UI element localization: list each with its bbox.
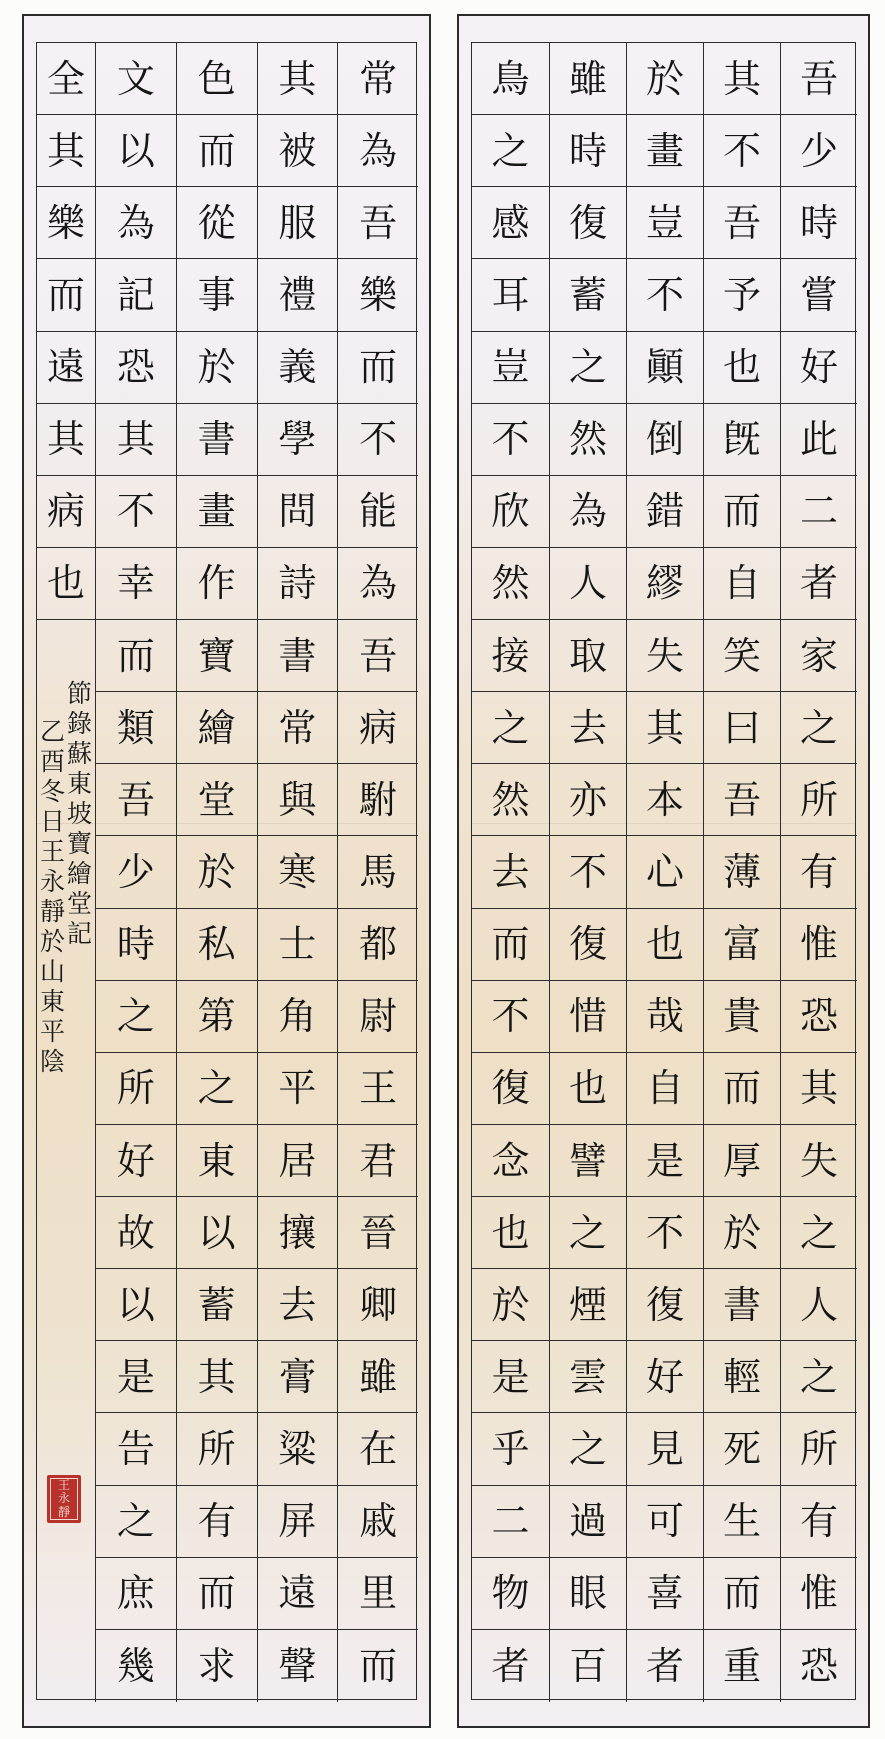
character-cell: 而 xyxy=(703,476,780,548)
character-cell: 義 xyxy=(257,332,338,404)
character-cell: 求 xyxy=(176,1630,257,1702)
inscription-char: 錄 xyxy=(66,709,92,739)
character-cell: 雖 xyxy=(549,43,626,115)
character-cell: 寒 xyxy=(257,836,338,908)
character-cell: 其 xyxy=(626,692,703,764)
character-cell: 物 xyxy=(472,1558,549,1630)
character-cell: 粱 xyxy=(257,1413,338,1485)
character-cell: 繆 xyxy=(626,548,703,620)
character-cell: 去 xyxy=(472,836,549,908)
character-cell: 遠 xyxy=(37,332,95,404)
character-cell: 以 xyxy=(95,1269,176,1341)
character-cell: 聲 xyxy=(257,1630,338,1702)
character-cell: 屏 xyxy=(257,1486,338,1558)
character-cell: 而 xyxy=(337,332,418,404)
character-cell: 之 xyxy=(95,981,176,1053)
character-cell: 平 xyxy=(257,1053,338,1125)
inscription-char: 山 xyxy=(39,957,65,987)
character-cell: 不 xyxy=(626,1197,703,1269)
character-cell: 蓄 xyxy=(549,259,626,331)
character-cell: 百 xyxy=(549,1630,626,1702)
character-cell: 之 xyxy=(472,115,549,187)
character-cell: 全 xyxy=(37,43,95,115)
text-column xyxy=(176,43,257,1699)
character-cell: 然 xyxy=(472,548,549,620)
character-cell: 文 xyxy=(95,43,176,115)
character-cell: 也 xyxy=(37,548,95,620)
character-cell: 士 xyxy=(257,909,338,981)
character-cell: 本 xyxy=(626,764,703,836)
character-cell: 哉 xyxy=(626,981,703,1053)
text-column xyxy=(626,43,703,1699)
character-cell: 復 xyxy=(626,1269,703,1341)
seal-char: 靜 xyxy=(57,1504,70,1519)
inscription-char: 於 xyxy=(39,927,65,957)
character-cell: 所 xyxy=(176,1413,257,1485)
inscription-char: 寶 xyxy=(66,829,92,859)
character-cell: 事 xyxy=(176,259,257,331)
character-cell: 時 xyxy=(780,187,857,259)
left-scroll-panel xyxy=(22,14,431,1728)
character-cell: 寶 xyxy=(176,620,257,692)
character-cell: 好 xyxy=(626,1341,703,1413)
character-cell: 以 xyxy=(176,1197,257,1269)
character-cell: 被 xyxy=(257,115,338,187)
character-cell: 卿 xyxy=(337,1269,418,1341)
character-cell: 乎 xyxy=(472,1413,549,1485)
character-cell: 病 xyxy=(337,692,418,764)
character-cell: 有 xyxy=(780,836,857,908)
character-cell: 而 xyxy=(37,259,95,331)
character-cell: 取 xyxy=(549,620,626,692)
inscription-char: 蘇 xyxy=(66,739,92,769)
character-cell: 其 xyxy=(257,43,338,115)
character-cell: 心 xyxy=(626,836,703,908)
inscription-char: 王 xyxy=(39,837,65,867)
text-column xyxy=(95,43,176,1699)
character-cell: 見 xyxy=(626,1413,703,1485)
inscription-char: 陰 xyxy=(39,1047,65,1077)
inscription-char: 乙 xyxy=(39,717,65,747)
character-cell: 者 xyxy=(780,548,857,620)
character-cell: 死 xyxy=(703,1413,780,1485)
character-cell: 吾 xyxy=(703,764,780,836)
character-cell: 喜 xyxy=(626,1558,703,1630)
text-column xyxy=(703,43,780,1699)
left-grid-frame xyxy=(36,42,417,1700)
character-cell: 之 xyxy=(780,1197,857,1269)
character-cell: 曰 xyxy=(703,692,780,764)
character-cell: 服 xyxy=(257,187,338,259)
character-cell: 角 xyxy=(257,981,338,1053)
character-cell: 豈 xyxy=(472,332,549,404)
character-cell: 在 xyxy=(337,1413,418,1485)
character-cell: 畫 xyxy=(176,476,257,548)
character-cell: 類 xyxy=(95,692,176,764)
character-cell: 煙 xyxy=(549,1269,626,1341)
character-cell: 耳 xyxy=(472,259,549,331)
character-cell: 少 xyxy=(95,836,176,908)
inscription-char: 繪 xyxy=(66,859,92,889)
character-cell: 是 xyxy=(95,1341,176,1413)
character-cell: 戚 xyxy=(337,1486,418,1558)
character-cell: 而 xyxy=(176,115,257,187)
character-cell: 人 xyxy=(780,1269,857,1341)
character-cell: 過 xyxy=(549,1486,626,1558)
character-cell: 不 xyxy=(626,259,703,331)
character-cell: 然 xyxy=(549,404,626,476)
character-cell: 吾 xyxy=(780,43,857,115)
character-cell: 禮 xyxy=(257,259,338,331)
character-cell: 君 xyxy=(337,1125,418,1197)
character-cell: 也 xyxy=(703,332,780,404)
inscription-char: 坡 xyxy=(66,799,92,829)
character-cell: 里 xyxy=(337,1558,418,1630)
character-cell: 詩 xyxy=(257,548,338,620)
inscription-char: 冬 xyxy=(39,777,65,807)
character-cell: 少 xyxy=(780,115,857,187)
character-cell: 鳥 xyxy=(472,43,549,115)
character-cell: 故 xyxy=(95,1197,176,1269)
character-cell: 蓄 xyxy=(176,1269,257,1341)
character-cell: 繪 xyxy=(176,692,257,764)
character-cell: 可 xyxy=(626,1486,703,1558)
character-cell: 第 xyxy=(176,981,257,1053)
character-cell: 輕 xyxy=(703,1341,780,1413)
character-cell: 恐 xyxy=(780,981,857,1053)
character-cell: 也 xyxy=(472,1197,549,1269)
character-cell: 堂 xyxy=(176,764,257,836)
inscription-char: 日 xyxy=(39,807,65,837)
character-cell: 晉 xyxy=(337,1197,418,1269)
character-cell: 感 xyxy=(472,187,549,259)
character-cell: 書 xyxy=(176,404,257,476)
character-cell: 予 xyxy=(703,259,780,331)
character-cell: 之 xyxy=(780,1341,857,1413)
character-cell: 不 xyxy=(95,476,176,548)
character-cell: 於 xyxy=(626,43,703,115)
character-cell: 從 xyxy=(176,187,257,259)
character-cell: 家 xyxy=(780,620,857,692)
right-character-grid xyxy=(472,43,855,1699)
character-cell: 二 xyxy=(780,476,857,548)
character-cell: 樂 xyxy=(337,259,418,331)
character-cell: 書 xyxy=(257,620,338,692)
character-cell: 其 xyxy=(703,43,780,115)
character-cell: 居 xyxy=(257,1125,338,1197)
character-cell: 譬 xyxy=(549,1125,626,1197)
character-cell: 攘 xyxy=(257,1197,338,1269)
character-cell: 去 xyxy=(549,692,626,764)
character-cell: 記 xyxy=(95,259,176,331)
character-cell: 尉 xyxy=(337,981,418,1053)
text-column xyxy=(780,43,857,1699)
character-cell: 是 xyxy=(472,1341,549,1413)
character-cell: 以 xyxy=(95,115,176,187)
character-cell: 為 xyxy=(549,476,626,548)
character-cell: 私 xyxy=(176,909,257,981)
character-cell: 其 xyxy=(37,404,95,476)
character-cell: 不 xyxy=(472,981,549,1053)
character-cell: 幾 xyxy=(95,1630,176,1702)
character-cell: 自 xyxy=(703,548,780,620)
character-cell: 而 xyxy=(703,1053,780,1125)
character-cell: 吾 xyxy=(337,187,418,259)
seal-char: 永 xyxy=(57,1491,70,1506)
character-cell: 病 xyxy=(37,476,95,548)
character-cell: 去 xyxy=(257,1269,338,1341)
inscription-char: 記 xyxy=(66,919,92,949)
character-cell: 嘗 xyxy=(780,259,857,331)
character-cell: 書 xyxy=(703,1269,780,1341)
inscription-char: 東 xyxy=(66,769,92,799)
character-cell: 所 xyxy=(780,764,857,836)
character-cell: 於 xyxy=(176,836,257,908)
character-cell: 好 xyxy=(780,332,857,404)
character-cell: 不 xyxy=(337,404,418,476)
character-cell: 都 xyxy=(337,909,418,981)
character-cell: 顚 xyxy=(626,332,703,404)
seal-char: 王 xyxy=(57,1478,70,1493)
character-cell: 雖 xyxy=(337,1341,418,1413)
character-cell: 作 xyxy=(176,548,257,620)
character-cell: 時 xyxy=(549,115,626,187)
character-cell: 之 xyxy=(176,1053,257,1125)
character-cell: 失 xyxy=(626,620,703,692)
character-cell: 而 xyxy=(472,909,549,981)
character-cell: 此 xyxy=(780,404,857,476)
right-scroll-panel xyxy=(457,14,870,1728)
character-cell: 時 xyxy=(95,909,176,981)
character-cell: 豈 xyxy=(626,187,703,259)
character-cell: 能 xyxy=(337,476,418,548)
character-cell: 自 xyxy=(626,1053,703,1125)
character-cell: 王 xyxy=(337,1053,418,1125)
inscription-char: 堂 xyxy=(66,889,92,919)
character-cell: 膏 xyxy=(257,1341,338,1413)
character-cell: 也 xyxy=(549,1053,626,1125)
character-cell: 其 xyxy=(37,115,95,187)
character-cell: 好 xyxy=(95,1125,176,1197)
left-character-grid xyxy=(37,43,416,1699)
character-cell: 而 xyxy=(95,620,176,692)
character-cell: 亦 xyxy=(549,764,626,836)
inscription-char: 東 xyxy=(39,987,65,1017)
character-cell: 吾 xyxy=(703,187,780,259)
character-cell: 錯 xyxy=(626,476,703,548)
character-cell: 其 xyxy=(176,1341,257,1413)
character-cell: 重 xyxy=(703,1630,780,1702)
character-cell: 惟 xyxy=(780,909,857,981)
character-cell: 學 xyxy=(257,404,338,476)
character-cell: 東 xyxy=(176,1125,257,1197)
character-cell: 常 xyxy=(337,43,418,115)
character-cell: 為 xyxy=(337,548,418,620)
inscription-line xyxy=(66,680,93,950)
character-cell: 雲 xyxy=(549,1341,626,1413)
character-cell: 笑 xyxy=(703,620,780,692)
character-cell: 生 xyxy=(703,1486,780,1558)
text-column xyxy=(472,43,549,1699)
character-cell: 之 xyxy=(472,692,549,764)
character-cell: 二 xyxy=(472,1486,549,1558)
character-cell: 於 xyxy=(176,332,257,404)
character-cell: 問 xyxy=(257,476,338,548)
character-cell: 所 xyxy=(95,1053,176,1125)
character-cell: 富 xyxy=(703,909,780,981)
character-cell: 馬 xyxy=(337,836,418,908)
character-cell: 也 xyxy=(626,909,703,981)
character-cell: 幸 xyxy=(95,548,176,620)
character-cell: 樂 xyxy=(37,187,95,259)
character-cell: 不 xyxy=(703,115,780,187)
character-cell: 畫 xyxy=(626,115,703,187)
character-cell: 復 xyxy=(472,1053,549,1125)
text-column xyxy=(337,43,418,1699)
character-cell: 庶 xyxy=(95,1558,176,1630)
character-cell: 色 xyxy=(176,43,257,115)
inscription-char: 永 xyxy=(39,867,65,897)
character-cell: 於 xyxy=(703,1197,780,1269)
character-cell: 有 xyxy=(176,1486,257,1558)
character-cell: 惜 xyxy=(549,981,626,1053)
character-cell: 而 xyxy=(337,1630,418,1702)
character-cell: 有 xyxy=(780,1486,857,1558)
character-cell: 然 xyxy=(472,764,549,836)
character-cell: 為 xyxy=(337,115,418,187)
character-cell: 是 xyxy=(626,1125,703,1197)
character-cell: 其 xyxy=(780,1053,857,1125)
red-seal xyxy=(47,1475,81,1523)
character-cell: 之 xyxy=(95,1486,176,1558)
inscription-char: 平 xyxy=(39,1017,65,1047)
character-cell: 眼 xyxy=(549,1558,626,1630)
character-cell: 吾 xyxy=(337,620,418,692)
right-grid-frame xyxy=(471,42,856,1700)
character-cell: 人 xyxy=(549,548,626,620)
character-cell: 吾 xyxy=(95,764,176,836)
character-cell: 而 xyxy=(176,1558,257,1630)
inscription-char: 靜 xyxy=(39,897,65,927)
character-cell: 之 xyxy=(549,1413,626,1485)
character-cell: 恐 xyxy=(780,1630,857,1702)
text-column xyxy=(549,43,626,1699)
character-cell: 不 xyxy=(549,836,626,908)
character-cell: 恐 xyxy=(95,332,176,404)
character-cell: 厚 xyxy=(703,1125,780,1197)
character-cell: 欣 xyxy=(472,476,549,548)
seal-text xyxy=(50,1478,78,1520)
character-cell: 而 xyxy=(703,1558,780,1630)
character-cell: 復 xyxy=(549,187,626,259)
character-cell: 者 xyxy=(626,1630,703,1702)
character-cell: 接 xyxy=(472,620,549,692)
inscription-line xyxy=(39,718,66,1078)
character-cell: 駙 xyxy=(337,764,418,836)
character-cell: 告 xyxy=(95,1413,176,1485)
character-cell: 常 xyxy=(257,692,338,764)
character-cell: 之 xyxy=(549,1197,626,1269)
character-cell: 與 xyxy=(257,764,338,836)
character-cell: 念 xyxy=(472,1125,549,1197)
inscription-char: 節 xyxy=(66,679,92,709)
character-cell: 倒 xyxy=(626,404,703,476)
character-cell: 惟 xyxy=(780,1558,857,1630)
inscription xyxy=(39,680,93,1078)
character-cell: 為 xyxy=(95,187,176,259)
character-cell: 之 xyxy=(549,332,626,404)
character-cell: 其 xyxy=(95,404,176,476)
character-cell: 薄 xyxy=(703,836,780,908)
character-cell: 旣 xyxy=(703,404,780,476)
character-cell: 貴 xyxy=(703,981,780,1053)
character-cell: 復 xyxy=(549,909,626,981)
character-cell: 遠 xyxy=(257,1558,338,1630)
character-cell: 於 xyxy=(472,1269,549,1341)
inscription-char: 酉 xyxy=(39,747,65,777)
text-column xyxy=(257,43,338,1699)
character-cell: 者 xyxy=(491,1643,530,1688)
character-cell: 之 xyxy=(780,692,857,764)
character-cell: 失 xyxy=(780,1125,857,1197)
character-cell: 所 xyxy=(780,1413,857,1485)
character-cell: 不 xyxy=(472,404,549,476)
